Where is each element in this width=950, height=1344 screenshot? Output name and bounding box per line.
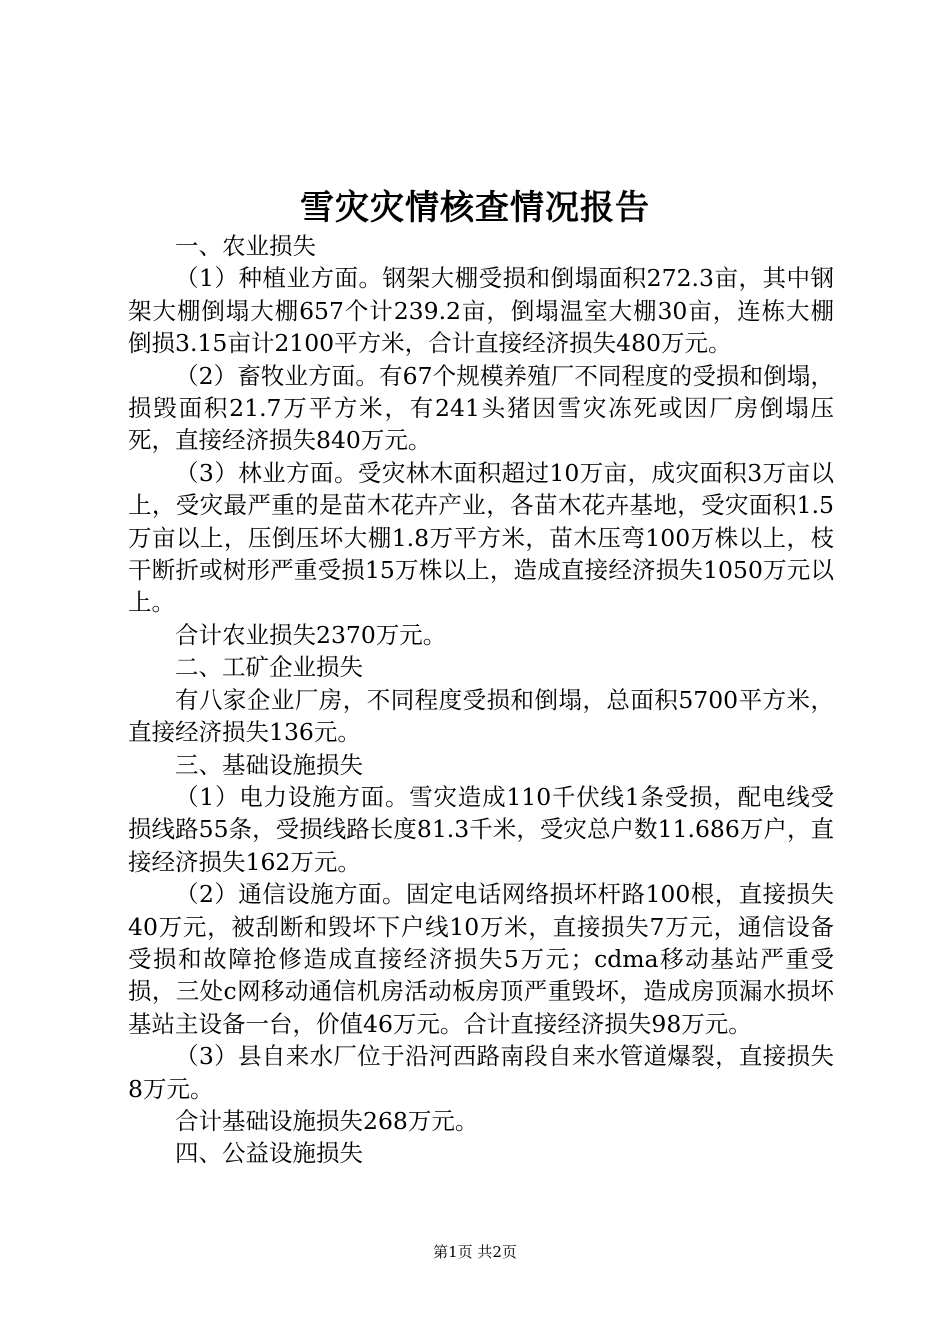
paragraph-industry: 有八家企业厂房，不同程度受损和倒塌，总面积5700平方米，直接经济损失136元。 [128,685,834,747]
paragraph-water: （3）县自来水厂位于沿河西路南段自来水管道爆裂，直接损失8万元。 [128,1042,834,1103]
section-heading-public: 四、公益设施损失 [175,1139,363,1168]
section-heading-agriculture: 一、农业损失 [175,232,316,260]
page-footer: 第1页 共2页 [433,1243,517,1261]
document-body [128,230,834,1170]
paragraph-livestock: （2）畜牧业方面。有67个规模养殖厂不同程度的受损和倒塌，损毁面积21.7万平方米，有241头猪因雪灾冻死或因厂房倒塌压死，直接经济损失840万元。 [128,361,834,455]
paragraph-infrastructure-total: 合计基础设施损失268万元。 [175,1106,479,1135]
section-heading-industry: 二、工矿企业损失 [175,653,363,682]
section-heading-infrastructure: 三、基础设施损失 [175,750,363,779]
paragraph-power: （1）电力设施方面。雪灾造成110千伏线1条受损，配电线受损线路55条，受损线路长度81.3千米，受灾总户数11.686万户，直接经济损失162万元。 [128,782,834,876]
paragraph-forestry: （3）林业方面。受灾林木面积超过10万亩，成灾面积3万亩以上，受灾最严重的是苗木花卉产业，各苗木花卉基地，受灾面积1.5万亩以上，压倒压坏大棚1.8万平方米，苗木压弯100万株以上，枝干断折或树形严重受损15万株以上，造成直接经济损失1050万元以上。 [128,458,834,617]
document-title: 雪灾灾情核查情况报告 [300,188,650,228]
paragraph-agriculture-total: 合计农业损失2370万元。 [175,620,447,649]
paragraph-telecom: （2）通信设施方面。固定电话网络损坏杆路100根，直接损失40万元，被刮断和毁坏下户线10万米，直接损失7万元，通信设备受损和故障抢修造成直接经济损失5万元；cdma移动基站严重受损，三处c网移动通信机房活动板房顶严重毁坏，造成房顶漏水损坏基站主设备一台，价值46万元。合计直接经济损失98万元。 [128,880,834,1038]
paragraph-planting: （1）种植业方面。钢架大棚受损和倒塌面积272.3亩，其中钢架大棚倒塌大棚657个计239.2亩，倒塌温室大棚30亩，连栋大棚倒损3.15亩计2100平方米，合计直接经济损失480万元。 [128,264,834,358]
